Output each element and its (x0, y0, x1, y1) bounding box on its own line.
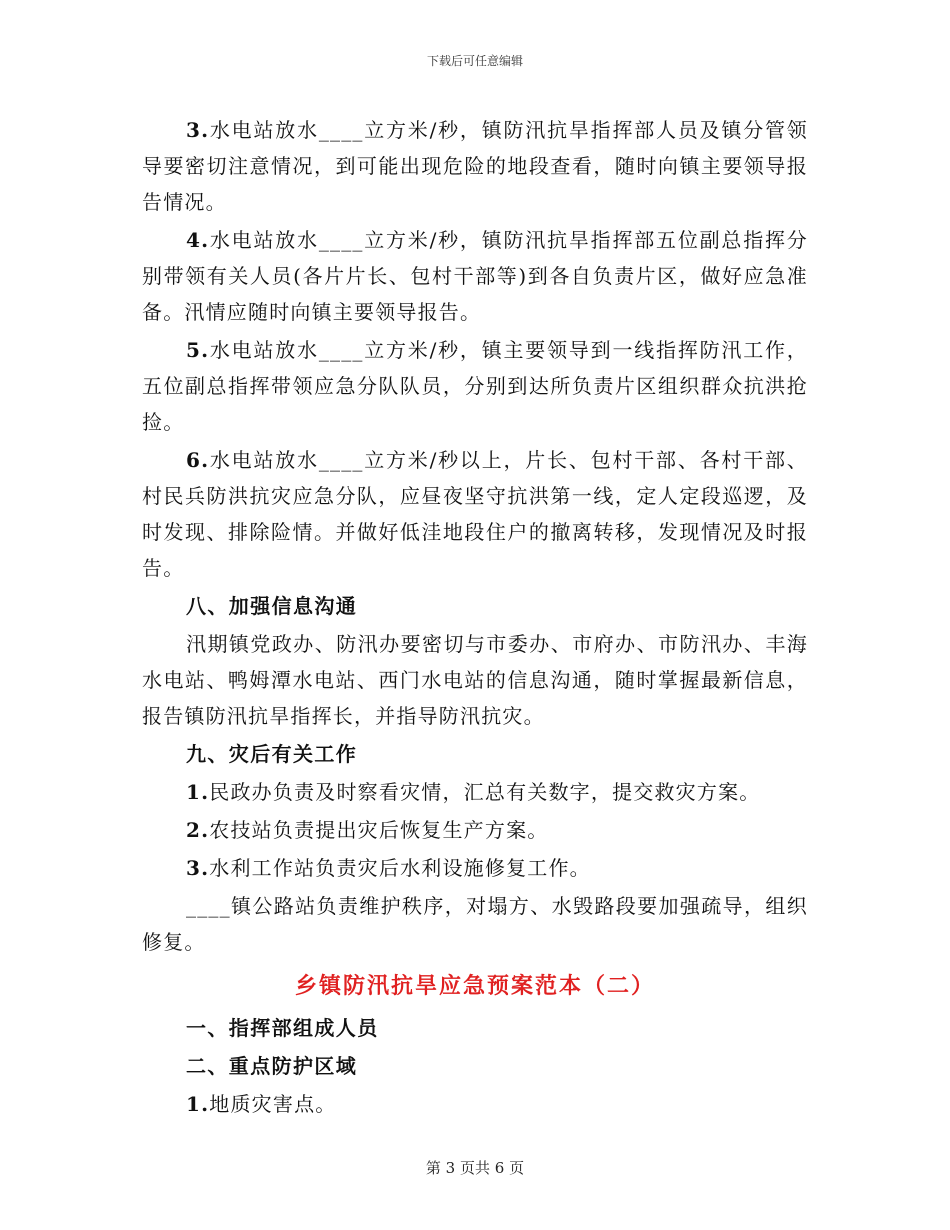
paragraph-text: 民政办负责及时察看灾情，汇总有关数字，提交救灾方案。 (209, 780, 761, 804)
item-number: 3. (186, 856, 210, 880)
paragraph-post-disaster-3 (142, 850, 808, 886)
paragraph-item-6 (142, 442, 808, 586)
paragraph-road-station: ____镇公路站负责维护秩序，对塌方、水毁路段要加强疏导，组织修复。 (142, 894, 808, 954)
paragraph-text: 水电站放水____立方米/秒，镇防汛抗旱指挥部五位副总指挥分别带领有关人员(各片片长、包村干部等)到各自负责片区，做好应急准备。汛情应随时向镇主要领导报告。 (142, 228, 808, 324)
section-heading-9: 九、灾后有关工作 (186, 742, 358, 766)
paragraph-post-disaster-2 (142, 812, 808, 848)
paragraph-post-disaster-1 (142, 774, 808, 810)
page-footer: 第 3 页共 6 页 (425, 1159, 525, 1177)
document-body (142, 112, 808, 1124)
item-number: 5. (186, 338, 210, 362)
paragraph-text: 水电站放水____立方米/秒以上，片长、包村干部、各村干部、村民兵防洪抗灾应急分队，应昼夜坚守抗洪第一线，定人定段巡逻，及时发现、排除险情。并做好低洼地段住户的撤离转移，发现情况及时报告。 (142, 448, 808, 580)
item-number: 1. (186, 780, 210, 804)
paragraph-text: 农技站负责提出灾后恢复生产方案。 (209, 818, 549, 842)
page-header: 下载后可任意编辑 (426, 54, 523, 68)
paragraph-text: 水电站放水____立方米/秒，镇主要领导到一线指挥防汛工作，五位副总指挥带领应急分队队员，分别到达所负责片区组织群众抗洪抢捡。 (142, 338, 808, 434)
paragraph-text: 水电站放水____立方米/秒，镇防汛抗旱指挥部人员及镇分管领导要密切注意情况，到可能出现危险的地段查看，随时向镇主要领导报告情况。 (142, 118, 808, 214)
paragraph-text: 水利工作站负责灾后水利设施修复工作。 (209, 856, 591, 880)
paragraph-geo-hazard (142, 1086, 808, 1122)
item-number: 4. (186, 228, 210, 252)
section-heading-1: 一、指挥部组成人员 (186, 1016, 379, 1040)
paragraph-text: 地质灾害点。 (209, 1092, 337, 1116)
paragraph-item-3 (142, 112, 808, 220)
section-heading-2: 二、重点防护区域 (186, 1054, 358, 1078)
paragraph-info-communication: 汛期镇党政办、防汛办要密切与市委办、市府办、市防汛办、丰海水电站、鸭姆潭水电站、西门水电站的信息沟通，随时掌握最新信息，报告镇防汛抗旱指挥长，并指导防汛抗灾。 (142, 632, 808, 728)
document-title: 乡镇防汛抗旱应急预案范本（二） (294, 973, 655, 999)
item-number: 3. (186, 118, 210, 142)
item-number: 2. (186, 818, 210, 842)
item-number: 1. (186, 1092, 210, 1116)
paragraph-item-4 (142, 222, 808, 330)
item-number: 6. (186, 448, 210, 472)
section-heading-8: 八、加强信息沟通 (186, 594, 358, 618)
paragraph-item-5 (142, 332, 808, 440)
